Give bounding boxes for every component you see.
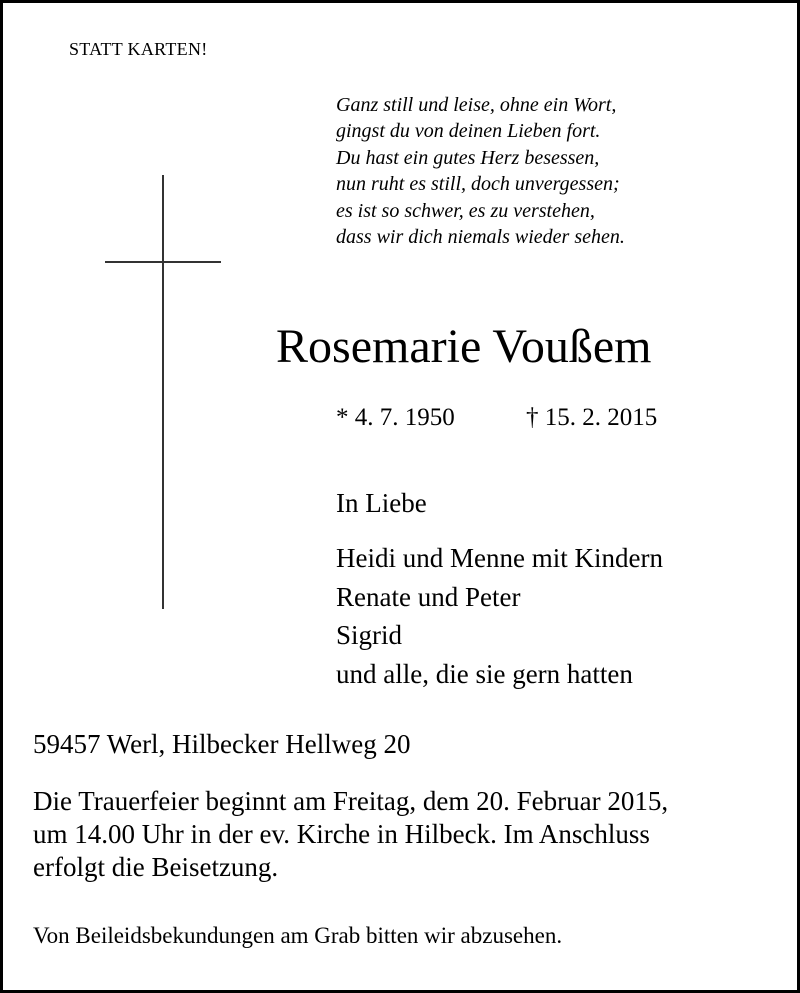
deceased-name: Rosemarie Voußem [276,320,652,373]
poem-line: gingst du von deinen Lieben fort. [336,120,601,143]
mourners-list [336,539,663,693]
birth-date: * 4. 7. 1950 [336,404,455,431]
mourner-entry: und alle, die sie gern hatten [336,658,633,689]
funeral-details-line: um 14.00 Uhr in der ev. Kirche in Hilbeck. Im Anschluss [33,819,650,849]
in-love-phrase: In Liebe [336,488,427,518]
poem-line: nun ruht es still, doch unvergessen; [336,173,620,196]
poem-line: Du hast ein gutes Herz besessen, [336,146,600,169]
funeral-details-line: erfolgt die Beisetzung. [33,852,279,882]
poem-line: dass wir dich niemals wieder sehen. [336,226,625,249]
mourner-entry: Renate und Peter [336,581,521,612]
poem-line: Ganz still und leise, ohne ein Wort, [336,94,617,116]
memorial-poem [336,92,625,250]
cross-horizontal-bar [105,261,221,263]
family-address: 59457 Werl, Hilbecker Hellweg 20 [33,729,411,759]
poem-line: es ist so schwer, es zu verstehen, [336,199,595,222]
death-date: † 15. 2. 2015 [526,404,658,431]
mourner-entry: Sigrid [336,620,403,650]
mourner-entry: Heidi und Menne mit Kindern [336,543,663,573]
notice-heading: STATT KARTEN! [69,39,208,59]
cross-icon [105,175,221,609]
funeral-details-line: Die Trauerfeier beginnt am Freitag, dem 20. Februar 2015, [33,786,669,816]
funeral-details [33,785,668,884]
condolence-note: Von Beileidsbekundungen am Grab bitten wir abzusehen. [33,923,563,948]
cross-vertical-bar [162,175,164,609]
